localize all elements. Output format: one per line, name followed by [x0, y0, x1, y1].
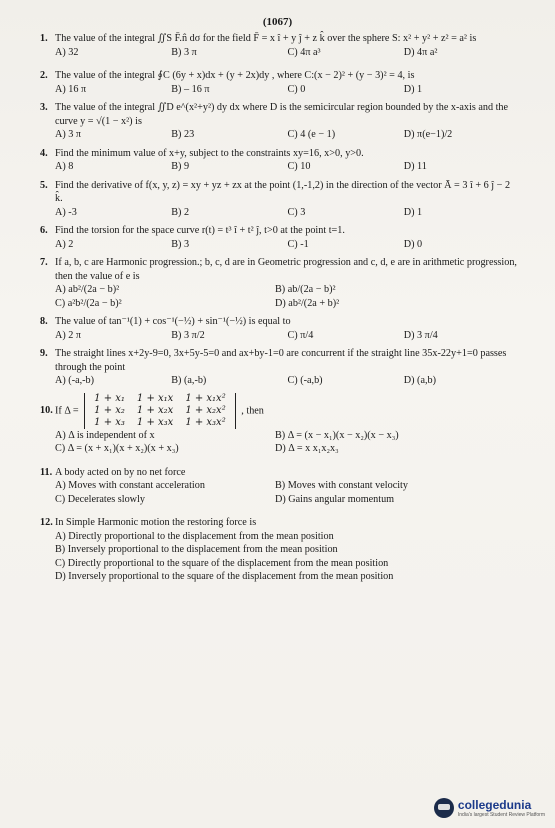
- option-d: D) 0: [403, 238, 423, 250]
- question-number: 5.: [40, 179, 48, 191]
- question-list: [40, 32, 520, 589]
- question-text: The straight lines x+2y-9=0, 3x+5y-5=0 and ax+by-1=0 are concurrent if the straight line 35x-22y+1=0 passes through the point: [55, 348, 507, 373]
- question-number: 9.: [40, 348, 48, 359]
- matrix-cell: 1 + x₁: [94, 392, 125, 404]
- option-a: A) 8: [55, 161, 74, 172]
- option-c: C) (-a,b): [287, 375, 323, 386]
- determinant-matrix: [84, 393, 236, 429]
- option-a: A) Moves with constant acceleration: [55, 480, 205, 491]
- question-number: 2.: [40, 70, 48, 81]
- question-number: 6.: [40, 225, 48, 236]
- option-b: B) 3: [171, 238, 190, 250]
- option-b: B) 3 π/2: [171, 329, 205, 341]
- option-b: B) Δ = (x − x₁)(x − x₂)(x − x₃): [275, 429, 399, 441]
- question-number: 11.: [40, 466, 53, 478]
- option-d: D) 4π a²: [403, 46, 438, 58]
- option-c: C) 4π a³: [287, 46, 321, 58]
- option-a: A) (-a,-b): [55, 375, 95, 386]
- option-c: C) Δ = (x + x₁)(x + x₂)(x + x₃): [55, 443, 179, 454]
- question-number: 7.: [40, 257, 48, 268]
- option-a: A) ab²/(2a − b)²: [55, 284, 120, 295]
- option-d: D) ab²/(2a + b)²: [275, 297, 340, 309]
- question-text: The value of tan⁻¹(1) + cos⁻¹(−½) + sin⁻¹(−½) is equal to: [55, 316, 291, 327]
- question-number: 1.: [40, 33, 48, 44]
- question-text-post: , then: [241, 404, 264, 416]
- option-d: D) Δ = x x₁x₂x₃: [275, 443, 339, 454]
- option-d: D) 3 π/4: [403, 329, 438, 341]
- option-b: B) 23: [171, 129, 195, 140]
- option-d: D) Inversely proportional to the square of the displacement from the mean position: [55, 571, 394, 582]
- question-9: [40, 347, 520, 388]
- page-number-header: (1067): [262, 16, 293, 28]
- question-11: [40, 466, 520, 507]
- question-3: [40, 101, 520, 142]
- option-b: B) Moves with constant velocity: [275, 480, 408, 491]
- question-number: 8.: [40, 316, 48, 327]
- collegedunia-logo: [434, 798, 545, 818]
- option-a: A) Δ is independent of x: [55, 429, 155, 441]
- option-d: D) (a,b): [403, 375, 436, 386]
- option-a: A) 2: [55, 238, 74, 250]
- option-b: B) – 16 π: [171, 83, 210, 95]
- option-a: A) 3 π: [55, 129, 82, 140]
- option-c: C) -1: [287, 238, 309, 250]
- question-text: Find the derivative of f(x, y, z) = xy + yz + zx at the point (1,-1,2) in the direction of the vector Ā = 3 î + 6 ĵ − 2 k̂.: [55, 179, 511, 204]
- question-text: Find the torsion for the space curve r(t) = t³ î + t² ĵ, t>0 at the point t=1.: [55, 225, 345, 236]
- option-d: D) 1: [403, 206, 423, 218]
- matrix-cell: 1 + x₃: [94, 416, 125, 428]
- option-c: C) 0: [287, 83, 306, 95]
- question-number: 10.: [40, 404, 53, 416]
- question-text: A body acted on by no net force: [55, 466, 186, 478]
- option-a: A) 16 π: [55, 83, 87, 95]
- matrix-cell: 1 + x₁x²: [185, 392, 226, 404]
- question-7: [40, 256, 520, 310]
- option-c: C) a²b²/(2a − b)²: [55, 297, 122, 309]
- question-text: If a, b, c are Harmonic progression.; b, c, d are in Geometric progression and c, d, e are in arithmetic progression, then the value of e is: [55, 257, 517, 282]
- matrix-cell: 1 + x₂: [94, 404, 125, 416]
- option-d: D) 1: [403, 83, 423, 95]
- option-a: A) 2 π: [55, 329, 82, 341]
- option-b: B) (a,-b): [171, 375, 207, 386]
- question-text: The value of the integral ∬S F̄.n̂ dσ for the field F̄ = x î + y ĵ + z k̂ over the sphere S: x² + y² + z² = a² is: [55, 33, 477, 44]
- option-b: B) 3 π: [171, 46, 197, 58]
- option-c: C) Directly proportional to the square of the displacement from the mean position: [55, 557, 389, 569]
- option-b: B) 9: [171, 161, 190, 172]
- logo-name: collegedunia: [457, 798, 532, 812]
- question-5: [40, 179, 520, 220]
- option-a: A) 32: [55, 46, 79, 58]
- question-2: [40, 69, 520, 96]
- option-a: A) Directly proportional to the displacement from the mean position: [55, 530, 334, 542]
- option-c: C) 4 (e − 1): [287, 129, 336, 140]
- option-b: B) 2: [171, 206, 190, 218]
- option-c: C) 3: [287, 206, 306, 218]
- option-d: D) π(e−1)/2: [403, 129, 453, 140]
- question-number: 4.: [40, 147, 48, 159]
- question-text: The value of the integral ∮C (6y + x)dx + (y + 2x)dy , where C:(x − 2)² + (y − 3)² = 4, is: [55, 70, 415, 81]
- matrix-cell: 1 + x₂x: [136, 404, 174, 416]
- option-c: C) 10: [287, 161, 311, 172]
- option-b: B) Inversely proportional to the displacement from the mean position: [55, 544, 338, 555]
- question-1: [40, 32, 520, 59]
- question-8: [40, 315, 520, 342]
- question-6: [40, 224, 520, 251]
- matrix-cell: 1 + x₁x: [136, 392, 174, 404]
- option-b: B) ab/(2a − b)²: [275, 284, 336, 295]
- question-4: [40, 147, 520, 174]
- option-c: C) Decelerates slowly: [55, 493, 145, 505]
- logo-tagline: India's largest Student Review Platform: [457, 812, 545, 818]
- option-a: A) -3: [55, 206, 77, 218]
- question-10: [40, 393, 520, 456]
- question-number: 3.: [40, 102, 48, 113]
- question-text: In Simple Harmonic motion the restoring force is: [55, 517, 257, 528]
- matrix-cell: 1 + x₃x²: [185, 416, 226, 428]
- question-text-pre: If Δ =: [55, 404, 79, 416]
- question-number: 12.: [40, 517, 53, 528]
- question-12: [40, 516, 520, 584]
- option-c: C) π/4: [287, 329, 314, 341]
- question-text: The value of the integral ∬D e^(x²+y²) dy dx where D is the semicircular region bounded by the x-axis and the curve y = √(1 − x²) is: [55, 102, 509, 127]
- option-d: D) 11: [403, 161, 427, 172]
- matrix-cell: 1 + x₂x²: [185, 404, 226, 416]
- question-text: Find the minimum value of x+y, subject to the constraints xy=16, x>0, y>0.: [55, 147, 364, 159]
- matrix-cell: 1 + x₃x: [136, 416, 174, 428]
- option-d: D) Gains angular momentum: [275, 493, 395, 505]
- graduate-cap-icon: [434, 798, 454, 818]
